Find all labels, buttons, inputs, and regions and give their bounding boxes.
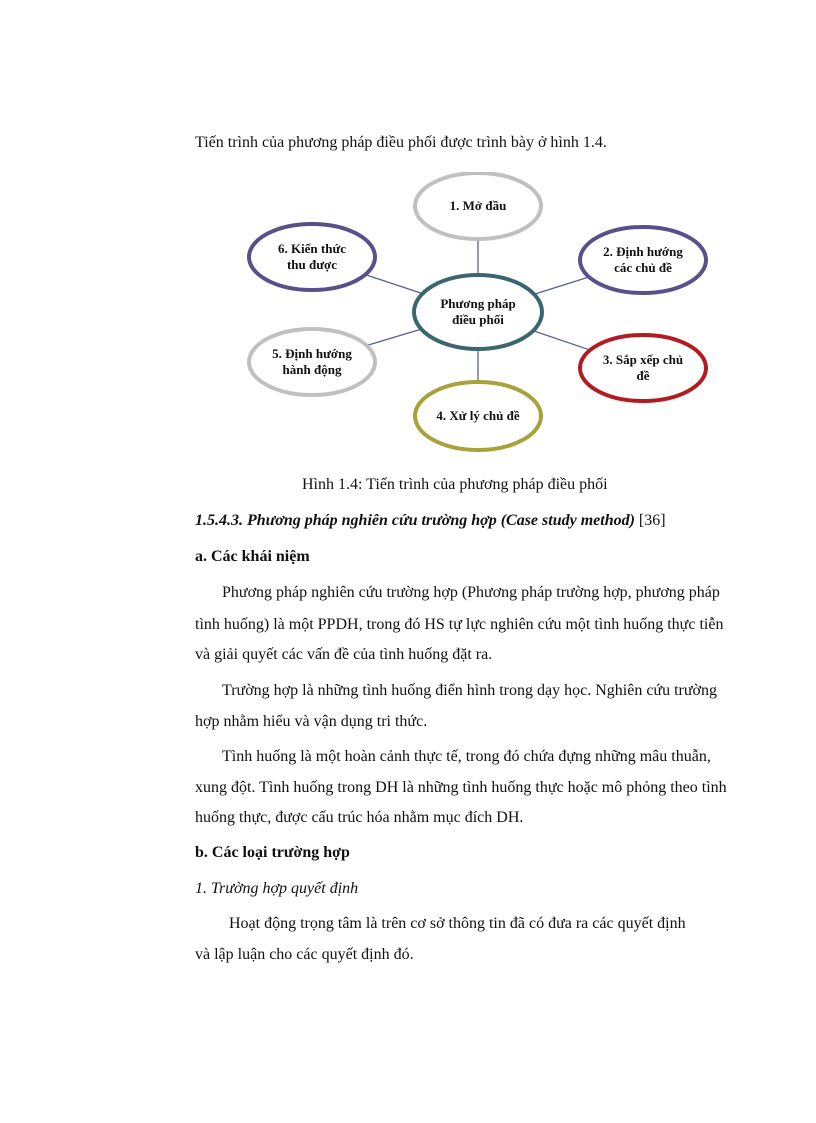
diagram-center xyxy=(414,275,542,349)
process-step-label: 5. Định hướng xyxy=(272,346,352,361)
section-heading-title: 1.5.4.3. Phương pháp nghiên cứu trường hợp (Case study method) xyxy=(195,512,635,529)
connector-line xyxy=(365,275,422,294)
paragraph-1-line: tình huống) là một PPDH, trong đó HS tự lực nghiên cứu một tình huống thực tiễn xyxy=(195,616,724,633)
process-step-label: 4. Xử lý chủ đề xyxy=(436,408,520,423)
figure-caption: Hình 1.4: Tiến trình của phương pháp điều phối xyxy=(302,476,608,493)
process-step-label: hành động xyxy=(282,362,342,377)
subheading-a: a. Các khái niệm xyxy=(195,548,310,565)
intro-text: Tiến trình của phương pháp điều phối được trình bày ở hình 1.4. xyxy=(195,134,607,151)
paragraph-4-line: và lập luận cho các quyết định đó. xyxy=(195,946,414,963)
process-step-label: 1. Mở đầu xyxy=(449,198,507,213)
paragraph-2-line: Trường hợp là những tình huống điển hình trong dạy học. Nghiên cứu trường xyxy=(222,682,717,699)
process-step-label: 6. Kiến thức xyxy=(277,241,347,256)
list-item-1: 1. Trường hợp quyết định xyxy=(195,880,359,897)
section-heading-ref: [36] xyxy=(634,512,666,529)
connector-line xyxy=(534,277,589,294)
paragraph-3-line: xung đột. Tình huống trong DH là những tình huống thực hoặc mô phỏng theo tình xyxy=(195,779,727,796)
process-diagram xyxy=(230,172,730,458)
paragraph-3-line: huống thực, được cấu trúc hóa nhằm mục đích DH. xyxy=(195,809,524,826)
process-step-label: thu được xyxy=(286,257,338,272)
paragraph-1-line: Phương pháp nghiên cứu trường hợp (Phương pháp trường hợp, phương pháp xyxy=(222,584,720,601)
paragraph-3-line: Tình huống là một hoàn cảnh thực tế, trong đó chứa đựng những mâu thuẫn, xyxy=(222,748,711,765)
subheading-b: b. Các loại trường hợp xyxy=(195,844,350,861)
paragraph-1-line: và giải quyết các vấn đề của tình huống đặt ra. xyxy=(195,646,493,663)
connector-line xyxy=(533,331,590,350)
center-node-label: điều phối xyxy=(452,312,504,327)
section-heading xyxy=(195,511,666,531)
center-node-label: Phương pháp xyxy=(440,296,516,311)
paragraph-2-line: hợp nhằm hiểu và vận dụng tri thức. xyxy=(195,713,428,730)
connector-line xyxy=(367,329,422,345)
paragraph-4-line: Hoạt động trọng tâm là trên cơ sở thông tin đã có đưa ra các quyết định xyxy=(229,915,686,932)
process-step-label: 3. Sắp xếp chủ xyxy=(602,352,684,367)
process-step-label: các chủ đề xyxy=(614,260,672,275)
process-step-label: 2. Định hướng xyxy=(603,244,683,259)
process-step-label: đề xyxy=(636,368,650,383)
